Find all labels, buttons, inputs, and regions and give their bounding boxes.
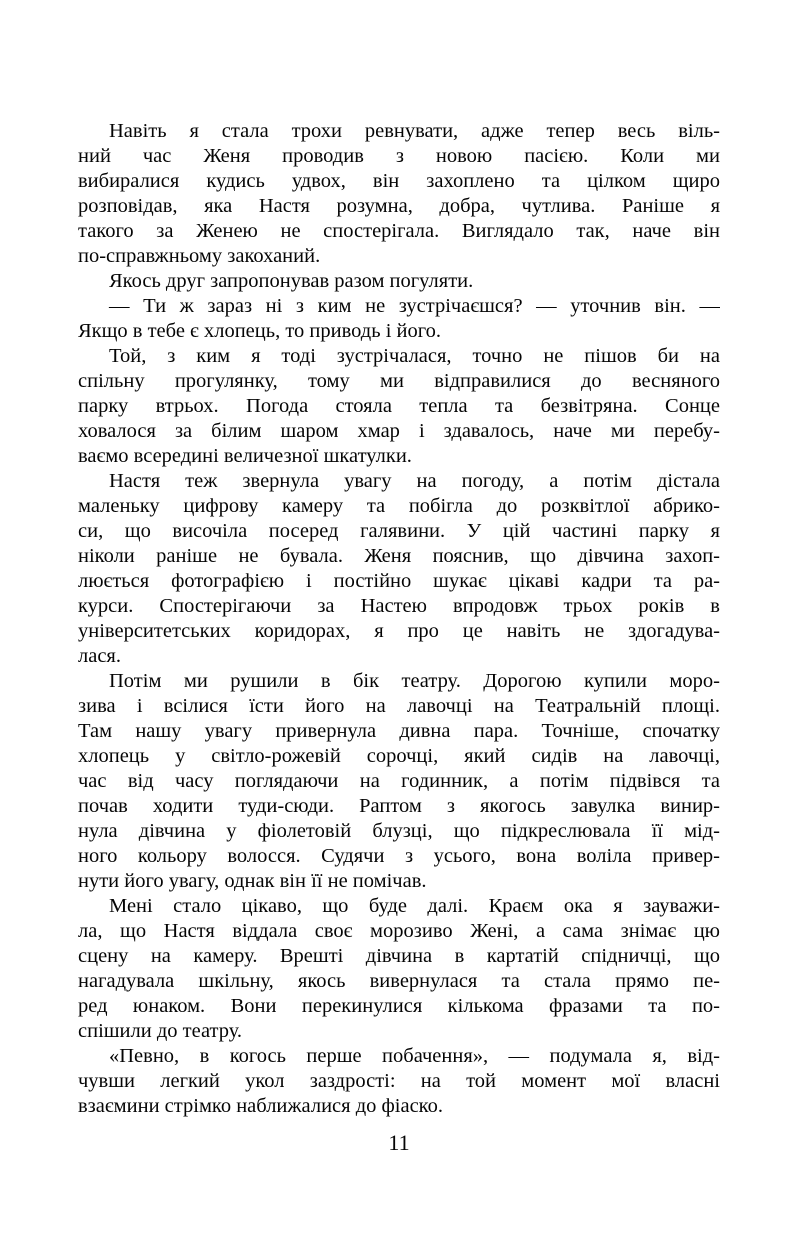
text-line: Мені стало цікаво, що буде далі. Краєм ока я зауважи-: [109, 895, 720, 917]
text-line: університетських коридорах, я про це навіть не здогадува-: [78, 620, 720, 642]
text-line: люється фотографією і постійно шукає цікаві кадри та ра-: [78, 570, 720, 592]
text-line: чувши легкий укол заздрості: на той момент мої власні: [78, 1070, 720, 1092]
text-line: ний час Женя проводив з новою пасією. Коли ми: [78, 145, 720, 167]
text-line: такого за Женею не спостерігала. Виглядало так, наче він: [78, 220, 720, 242]
text-line: почав ходити туди-сюди. Раптом з якогось завулка винир-: [78, 795, 720, 817]
text-line: Якось друг запропонував разом погуляти.: [109, 270, 474, 292]
text-line: спільну прогулянку, тому ми відправилися до весняного: [78, 370, 720, 392]
text-line: ваємо всередині величезної шкатулки.: [78, 445, 412, 467]
paragraph: [78, 294, 720, 344]
text-line: Потім ми рушили в бік театру. Дорогою купили моро-: [109, 670, 720, 692]
text-line: взаємини стрімко наближалися до фіаско.: [78, 1095, 443, 1117]
text-line: ховалося за білим шаром хмар і здавалось, наче ми перебу-: [78, 420, 720, 442]
page-number: 11: [388, 1130, 410, 1155]
text-line: си, що височіла посеред галявини. У цій частині парку я: [78, 520, 720, 542]
page-text: [78, 119, 720, 1119]
text-line: ла, що Настя віддала своє морозиво Жені, а сама знімає цю: [78, 920, 720, 942]
text-line: Якщо в тебе є хлопець, то приводь і його.: [78, 320, 442, 342]
text-line: час від часу поглядаючи на годинник, а потім підвівся та: [78, 770, 720, 792]
text-line: Настя теж звернула увагу на погоду, а потім дістала: [109, 470, 720, 492]
paragraph: [78, 344, 720, 469]
text-line: нути його увагу, однак він її не помічав.: [78, 870, 427, 892]
text-line: ного кольору волосся. Судячи з усього, вона воліла привер-: [78, 845, 720, 867]
text-line: «Певно, в когось перше побачення», — подумала я, від-: [109, 1045, 720, 1067]
paragraph: [78, 269, 720, 294]
text-line: спішили до театру.: [78, 1020, 243, 1042]
text-line: по-справжньому закоханий.: [78, 245, 321, 267]
text-line: хлопець у світло-рожевій сорочці, який сидів на лавочці,: [78, 745, 720, 767]
text-line: Навіть я стала трохи ревнувати, адже тепер весь віль-: [109, 120, 720, 142]
text-line: нула дівчина у фіолетовій блузці, що підкреслювала її мід-: [78, 820, 720, 842]
text-line: ніколи раніше не бувала. Женя пояснив, що дівчина захоп-: [78, 545, 720, 567]
paragraph: [78, 894, 720, 1044]
text-line: зива і всілися їсти його на лавочці на Театральній площі.: [78, 695, 720, 717]
text-line: парку втрьох. Погода стояла тепла та безвітряна. Сонце: [78, 395, 720, 417]
text-line: — Ти ж зараз ні з ким не зустрічаєшся? — уточнив він. —: [109, 295, 720, 317]
text-line: курси. Спостерігаючи за Настею впродовж трьох років в: [78, 595, 720, 617]
text-line: розповідав, яка Настя розумна, добра, чутлива. Раніше я: [78, 195, 720, 217]
text-line: ред юнаком. Вони перекинулися кількома фразами та по-: [78, 995, 720, 1017]
text-line: маленьку цифрову камеру та побігла до розквітлої абрико-: [78, 495, 720, 517]
text-line: сцену на камеру. Врешті дівчина в картатій спідничці, що: [78, 945, 720, 967]
text-line: лася.: [78, 645, 121, 667]
text-line: Той, з ким я тоді зустрічалася, точно не пішов би на: [109, 345, 720, 367]
text-line: Там нашу увагу привернула дивна пара. Точніше, спочатку: [78, 720, 720, 742]
paragraph: [78, 1044, 720, 1119]
text-line: вибиралися кудись удвох, він захоплено та цілком щиро: [78, 170, 720, 192]
paragraph: [78, 119, 720, 269]
paragraph: [78, 469, 720, 669]
paragraph: [78, 669, 720, 894]
text-line: нагадувала шкільну, якось вивернулася та стала прямо пе-: [78, 970, 720, 992]
